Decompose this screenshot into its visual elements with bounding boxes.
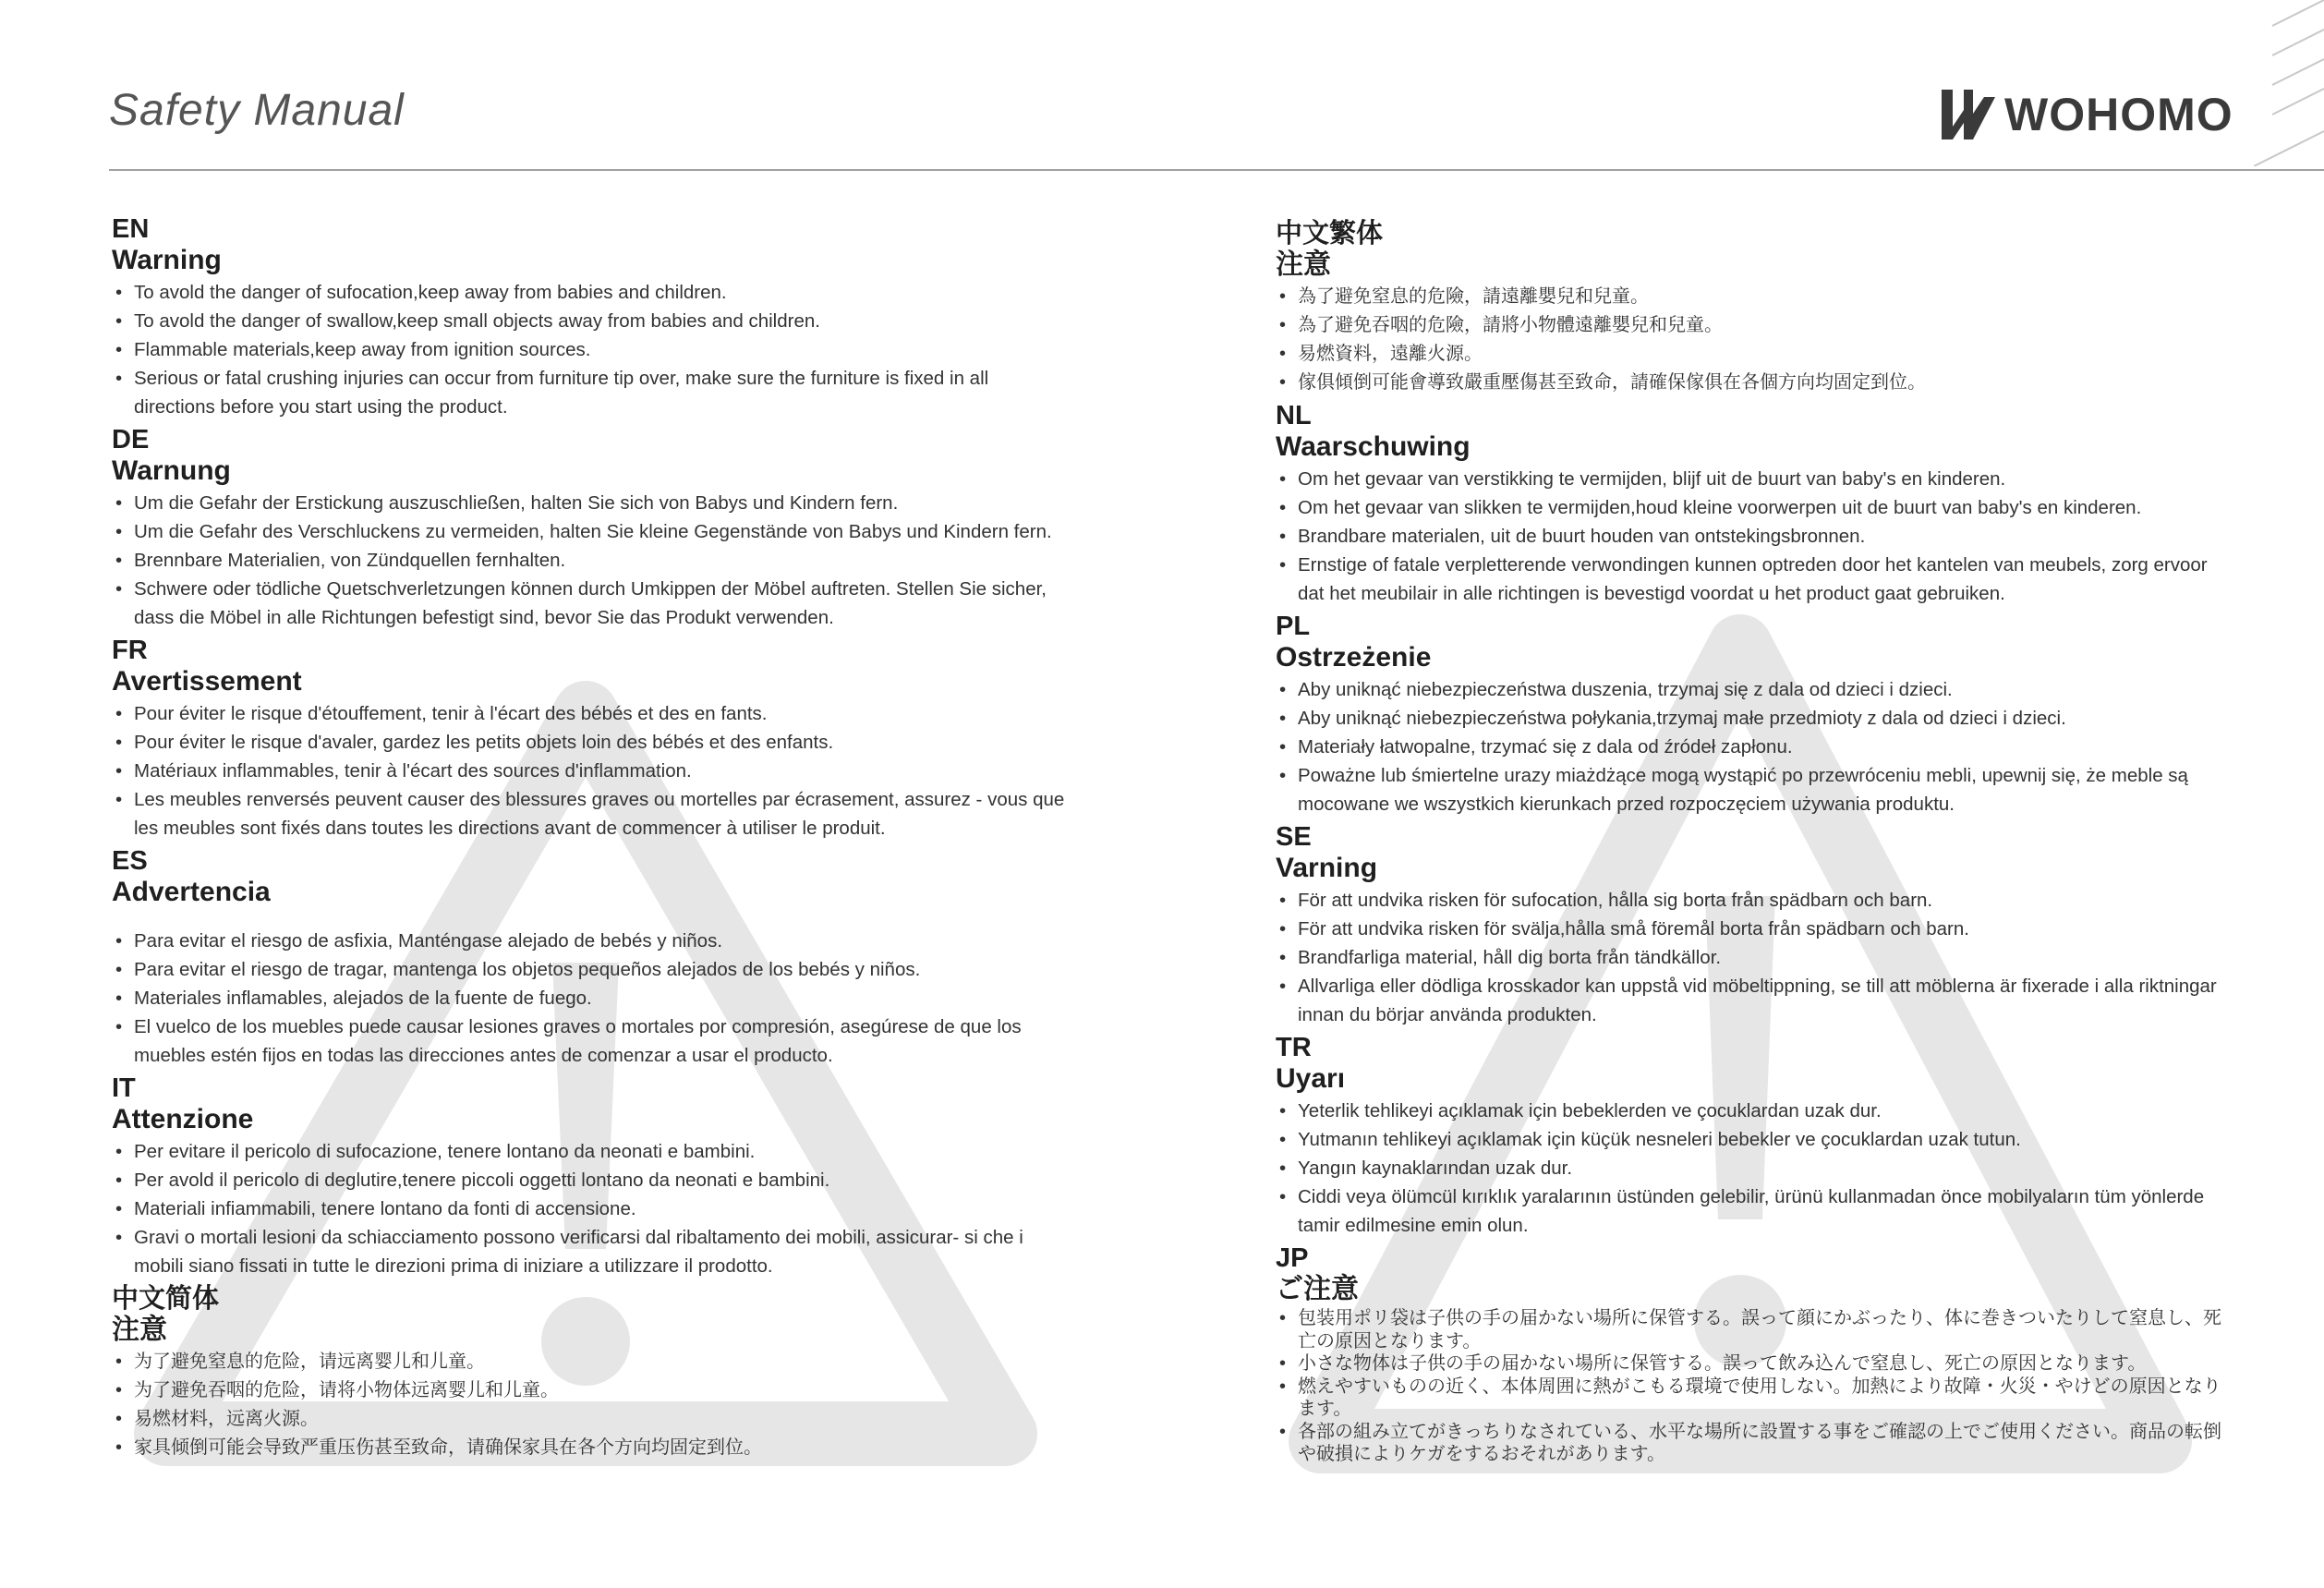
warning-list [112, 278, 1072, 421]
warning-heading: 注意 [1276, 249, 1331, 280]
language-code: TR [1276, 1033, 1312, 1062]
warning-heading: Varning [1276, 853, 1378, 883]
section-nl [1276, 401, 2236, 608]
list-item: • 家具倾倒可能会导致严重压伤甚至致命，请确保家具在各个方向均固定到位。 [112, 1434, 1072, 1462]
list-item: • Poważne lub śmiertelne urazy miażdżące mogą wystąpić po przewróceniu mebli, upewnij się, że meble są mocowane we wszystkich kierunkach przed rozpoczęciem używania produktu. [1276, 761, 2236, 818]
section-pl [1276, 612, 2236, 818]
list-item: • Materiały łatwopalne, trzymać się z dala od źródeł zapłonu. [1276, 733, 2236, 761]
page-title: Safety Manual [109, 86, 405, 135]
warning-heading: ご注意 [1276, 1274, 1359, 1304]
warning-heading: 注意 [112, 1315, 167, 1345]
language-code: IT [112, 1073, 136, 1103]
list-item: • Brandbare materialen, uit de buurt houden van ontstekingsbronnen. [1276, 522, 2236, 551]
section-se [1276, 822, 2236, 1029]
list-item: • 各部の組み立てがきっちりなされている、水平な場所に設置する事をご確認の上でご使用ください。商品の転倒や破損によりケガをするおそれがあります。 [1276, 1421, 2236, 1466]
list-item: • Matériaux inflammables, tenir à l'écart des sources d'inflammation. [112, 757, 1072, 785]
language-code: 中文繁体 [1276, 219, 1384, 249]
list-item: • 为了避免吞咽的危险，请将小物体远离婴儿和儿童。 [112, 1376, 1072, 1405]
list-item: • 為了避免窒息的危險，請遠離嬰兒和兒童。 [1276, 283, 2236, 311]
section-jp [1276, 1243, 2236, 1466]
list-item: • Flammable materials,keep away from ignition sources. [112, 335, 1072, 364]
warning-heading: Attenzione [112, 1104, 254, 1134]
list-item: • Materiali infiammabili, tenere lontano da fonti di accensione. [112, 1194, 1072, 1223]
section-zh-hans [112, 1284, 1072, 1462]
warning-list [1276, 1097, 2236, 1240]
list-item: • 燃えやすいものの近く、本体周囲に熱がこもる環境で使用しない。加熱により故障・火災・やけどの原因となります。 [1276, 1376, 2236, 1421]
list-item: • El vuelco de los muebles puede causar lesiones graves o mortales por compresión, asegúrese de que los muebles estén fijos en todas las direcciones antes de comenzar a usar el producto. [112, 1012, 1072, 1070]
corner-decoration [2254, 0, 2324, 166]
warning-list [1276, 675, 2236, 818]
list-item: • Om het gevaar van verstikking te vermijden, blijf uit de buurt van baby's en kinderen. [1276, 465, 2236, 493]
list-item: • Um die Gefahr der Erstickung auszuschließen, halten Sie sich von Babys und Kindern fern. [112, 489, 1072, 517]
warning-list [112, 1137, 1072, 1280]
warning-heading: Warnung [112, 455, 231, 486]
list-item: • 易燃資料，遠離火源。 [1276, 340, 2236, 369]
wohomo-w-mark-icon [1940, 86, 1997, 143]
language-code: DE [112, 425, 150, 455]
language-code: SE [1276, 822, 1312, 852]
warning-list [1276, 1307, 2236, 1466]
list-item: • Yangın kaynaklarından uzak dur. [1276, 1154, 2236, 1182]
list-item: • Para evitar el riesgo de tragar, mantenga los objetos pequeños alejados de los bebés y niños. [112, 955, 1072, 984]
list-item: • Pour éviter le risque d'avaler, gardez les petits objets loin des bébés et des enfants. [112, 728, 1072, 757]
language-code: EN [112, 214, 150, 244]
list-item: • Aby uniknąć niebezpieczeństwa połykania,trzymaj małe przedmioty z dala od dzieci i dzieci. [1276, 704, 2236, 733]
right-column [1276, 219, 2236, 1470]
warning-heading: Avertissement [112, 666, 302, 697]
section-en [112, 214, 1072, 421]
warning-list [112, 699, 1072, 842]
brand-wordmark: WOHOMO [2004, 89, 2233, 140]
language-code: NL [1276, 401, 1312, 430]
list-item: • Yeterlik tehlikeyi açıklamak için bebeklerden ve çocuklardan uzak dur. [1276, 1097, 2236, 1125]
list-item: • Aby uniknąć niebezpieczeństwa duszenia, trzymaj się z dala od dzieci i dzieci. [1276, 675, 2236, 704]
list-item: • Brennbare Materialien, von Zündquellen fernhalten. [112, 546, 1072, 575]
list-item: • Para evitar el riesgo de asfixia, Manténgase alejado de bebés y niños. [112, 927, 1072, 955]
list-item: • Yutmanın tehlikeyi açıklamak için küçük nesneleri bebekler ve çocuklardan uzak tutun. [1276, 1125, 2236, 1154]
list-item: • To avold the danger of sufocation,keep away from babies and children. [112, 278, 1072, 307]
section-fr [112, 636, 1072, 842]
section-it [112, 1073, 1072, 1280]
list-item: • 傢俱傾倒可能會導致嚴重壓傷甚至致命，請確保傢俱在各個方向均固定到位。 [1276, 369, 2236, 397]
section-tr [1276, 1033, 2236, 1240]
brand-logo [1940, 85, 2233, 144]
list-item: • Materiales inflamables, alejados de la fuente de fuego. [112, 984, 1072, 1012]
language-code: ES [112, 846, 148, 876]
list-item: • Om het gevaar van slikken te vermijden,houd kleine voorwerpen uit de buurt van baby's en kinderen. [1276, 493, 2236, 522]
list-item: • Brandfarliga material, håll dig borta från tändkällor. [1276, 943, 2236, 972]
warning-list [1276, 465, 2236, 608]
list-item: • Gravi o mortali lesioni da schiacciamento possono verificarsi dal ribaltamento dei mobili, assicurar- si che i mobili siano fissati in tutte le direzioni prima di iniziare a utilizzare il prodotto. [112, 1223, 1072, 1280]
warning-list [112, 1348, 1072, 1462]
list-item: • Allvarliga eller dödliga krosskador kan uppstå vid möbeltippning, se till att möblerna är fixerade i alla riktningar innan du börjar använda produkten. [1276, 972, 2236, 1029]
language-code: PL [1276, 612, 1311, 641]
list-item: • Ciddi veya ölümcül kırıklık yaralarının üstünden gelebilir, ürünü kullanmadan önce mobilyaların tüm yönlerde tamir edilmesine emin olun. [1276, 1182, 2236, 1240]
language-code: FR [112, 636, 148, 665]
list-item: • Serious or fatal crushing injuries can occur from furniture tip over, make sure the furniture is fixed in all directions before you start using the product. [112, 364, 1072, 421]
list-item: • Ernstige of fatale verpletterende verwondingen kunnen optreden door het kantelen van meubels, zorg ervoor dat het meubilair in alle richtingen is bevestigd voordat u het product gaat gebruiken. [1276, 551, 2236, 608]
warning-heading: Ostrzeżenie [1276, 642, 1432, 673]
section-es [112, 846, 1072, 1070]
list-item: • To avold the danger of swallow,keep small objects away from babies and children. [112, 307, 1072, 335]
list-item: • Per avold il pericolo di deglutire,tenere piccoli oggetti lontano da neonati e bambini. [112, 1166, 1072, 1194]
header-divider [109, 169, 2324, 171]
list-item: • 為了避免吞咽的危險，請將小物體遠離嬰兒和兒童。 [1276, 311, 2236, 340]
language-code: JP [1276, 1243, 1309, 1273]
list-item: • För att undvika risken för svälja,hålla små föremål borta från spädbarn och barn. [1276, 915, 2236, 943]
list-item: • 小さな物体は子供の手の届かない場所に保管する。誤って飲み込んで窒息し、死亡の原因となります。 [1276, 1352, 2236, 1376]
warning-list [1276, 283, 2236, 397]
list-item: • Les meubles renversés peuvent causer des blessures graves ou mortelles par écrasement, assurez - vous que les meubles sont fixés dans toutes les directions avant de commencer à utiliser le produit. [112, 785, 1072, 842]
list-item: • 包装用ポリ袋は子供の手の届かない場所に保管する。誤って顔にかぶったり、体に巻きついたりして窒息し、死亡の原因となります。 [1276, 1307, 2236, 1352]
warning-list [112, 927, 1072, 1070]
warning-heading: Uyarı [1276, 1063, 1346, 1094]
list-item: • Per evitare il pericolo di sufocazione, tenere lontano da neonati e bambini. [112, 1137, 1072, 1166]
left-column [112, 214, 1072, 1466]
list-item: • 易燃材料，远离火源。 [112, 1405, 1072, 1434]
list-item: • 为了避免窒息的危险，请远离婴儿和儿童。 [112, 1348, 1072, 1376]
section-de [112, 425, 1072, 632]
list-item: • För att undvika risken för sufocation, hålla sig borta från spädbarn och barn. [1276, 886, 2236, 915]
list-item: • Schwere oder tödliche Quetschverletzungen können durch Umkippen der Möbel auftreten. Stellen Sie sicher, dass die Möbel in alle Richtungen befestigt sind, bevor Sie das Produkt verwenden. [112, 575, 1072, 632]
warning-heading: Waarschuwing [1276, 431, 1471, 462]
warning-heading: Advertencia [112, 877, 271, 907]
warning-list [1276, 886, 2236, 1029]
list-item: • Pour éviter le risque d'étouffement, tenir à l'écart des bébés et des en fants. [112, 699, 1072, 728]
language-code: 中文简体 [112, 1284, 220, 1314]
section-zh-hant [1276, 219, 2236, 397]
warning-list [112, 489, 1072, 632]
list-item: • Um die Gefahr des Verschluckens zu vermeiden, halten Sie kleine Gegenstände von Babys und Kindern fern. [112, 517, 1072, 546]
warning-heading: Warning [112, 245, 222, 275]
